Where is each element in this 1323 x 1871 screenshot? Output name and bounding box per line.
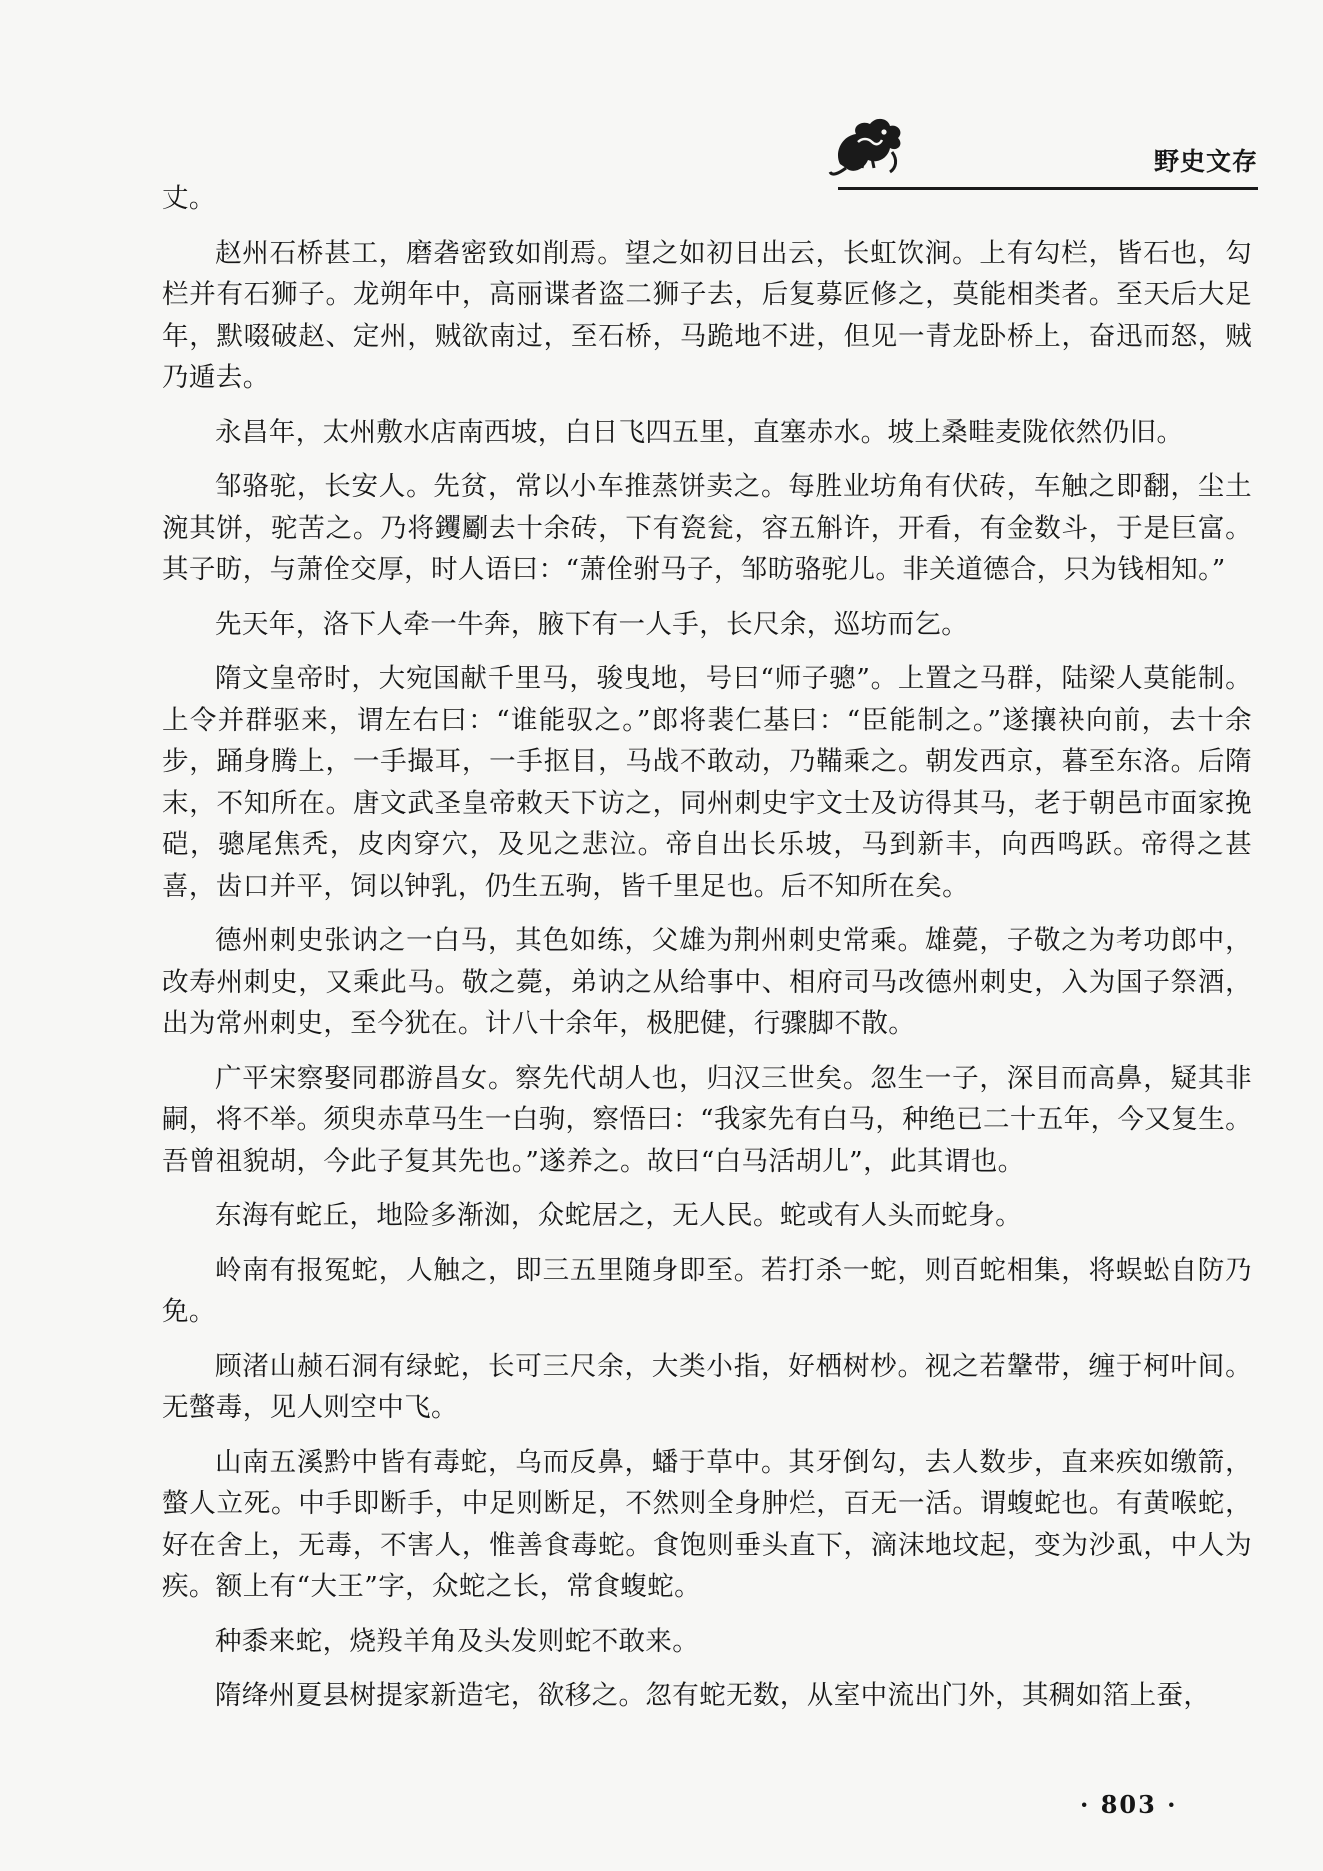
paragraph: 顾渚山赪石洞有绿蛇，长可三尺余，大类小指，好栖树杪。视之若鞶带，缠于柯叶间。无螫毒，见人则空中飞。 [162,1350,1252,1423]
paragraph: 隋文皇帝时，大宛国献千里马，骏曳地，号曰“师子骢”。上置之马群，陆梁人莫能制。上令并群驱来，谓左右曰：“谁能驭之。”郎将裴仁基曰：“臣能制之。”遂攘袂向前，去十余步，踊身腾上，一手撮耳，一手抠目，马战不敢动，乃鞴乘之。朝发西京，暮至东洛。后隋末，不知所在。唐文武圣皇帝敕天下访之，同州刺史宇文士及访得其马，老于朝邑市面家挽硙，骢尾焦秃，皮肉穿穴，及见之悲泣。帝自出长乐坡，马到新丰，向西鸣跃。帝得之甚喜，齿口并平，饲以钟乳，仍生五驹，皆千里足也。后不知所在矣。 [162,663,1252,902]
page-number: · 803 · [1080,1790,1178,1819]
paragraph: 岭南有报冤蛇，人触之，即三五里随身即至。若打杀一蛇，则百蛇相集，将蜈蚣自防乃免。 [162,1254,1252,1327]
paragraph: 邹骆驼，长安人。先贫，常以小车推蒸饼卖之。每胜业坊角有伏砖，车触之即翻，尘土涴其饼，驼苦之。乃将钁劚去十余砖，下有瓷瓮，容五斛许，开看，有金数斗，于是巨富。其子昉，与萧佺交厚，时人语曰：“萧佺驸马子，邹昉骆驼儿。非关道德合，只为钱相知。” [162,471,1252,585]
paragraph: 隋绛州夏县树提家新造宅，欲移之。忽有蛇无数，从室中流出门外，其稠如箔上蚕， [215,1680,1211,1711]
paragraph: 永昌年，太州敷水店南西坡，白日飞四五里，直塞赤水。坡上桑畦麦陇依然仍旧。 [215,416,1184,448]
paragraph: 先天年，洛下人牵一牛奔，腋下有一人手，长尺余，巡坊而乞。 [215,608,969,640]
paragraph: 东海有蛇丘，地险多渐洳，众蛇居之，无人民。蛇或有人头而蛇身。 [215,1200,1022,1231]
body-text [162,178,1252,1730]
dragon-logo-icon [828,112,908,184]
series-title: 野史文存 [1153,147,1258,176]
paragraph: 种黍来蛇，烧羖羊角及头发则蛇不敢来。 [215,1625,700,1657]
paragraph: 丈。 [162,183,216,214]
paragraph: 德州刺史张讷之一白马，其色如练，父雄为荆州刺史常乘。雄薨，子敬之为考功郎中，改寿州刺史，又乘此马。敬之薨，弟讷之从给事中、相府司马改德州刺史，入为国子祭酒，出为常州刺史，至今犹在。计八十余年，极肥健，行骤脚不散。 [162,925,1252,1039]
paragraph: 广平宋察娶同郡游昌女。察先代胡人也，归汉三世矣。忽生一子，深目而高鼻，疑其非嗣，将不举。须臾赤草马生一白驹，察悟曰：“我家先有白马，种绝已二十五年，今又复生。吾曾祖貌胡，今此子复其先也。”遂养之。故曰“白马活胡儿”，此其谓也。 [162,1062,1252,1177]
paragraph: 山南五溪黔中皆有毒蛇，乌而反鼻，蟠于草中。其牙倒勾，去人数步，直来疾如缴箭，螫人立死。中手即断手，中足则断足，不然则全身肿烂，百无一活。谓蝮蛇也。有黄喉蛇，好在舍上，无毒，不害人，惟善食毒蛇。食饱则垂头直下，滴沫地坟起，变为沙虱，中人为疾。额上有“大王”字，众蛇之长，常食蝮蛇。 [162,1446,1252,1602]
paragraph: 赵州石桥甚工，磨砻密致如削焉。望之如初日出云，长虹饮涧。上有勾栏，皆石也，勾栏并有石狮子。龙朔年中，高丽谍者盗二狮子去，后复募匠修之，莫能相类者。至天后大足年，默啜破赵、定州，贼欲南过，至石桥，马跪地不进，但见一青龙卧桥上，奋迅而怒，贼乃遁去。 [162,237,1252,393]
